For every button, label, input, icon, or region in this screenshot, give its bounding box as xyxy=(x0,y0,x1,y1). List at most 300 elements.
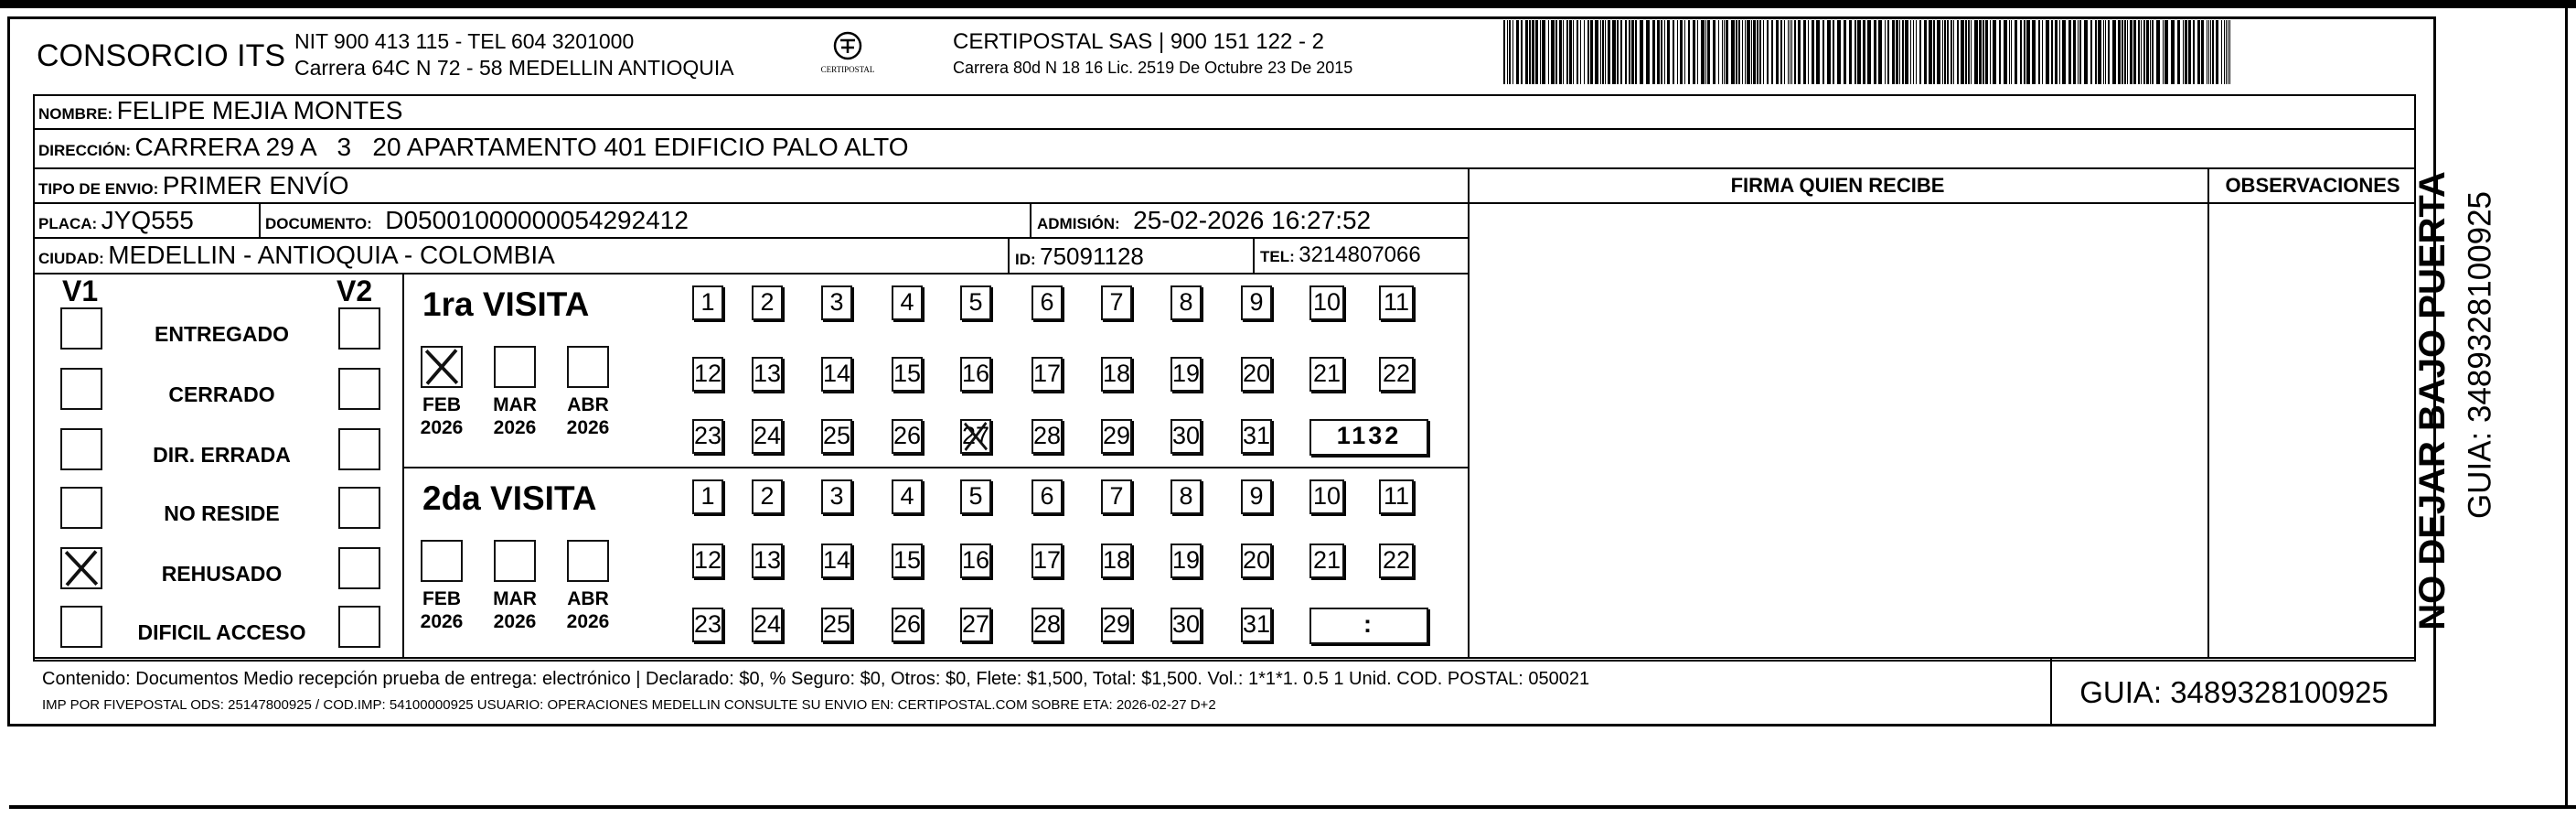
documento-value: D05001000000054292412 xyxy=(385,206,689,234)
barcode-bar xyxy=(2118,20,2121,84)
barcode-bar xyxy=(1507,20,1508,84)
barcode-bar xyxy=(1736,20,1737,84)
day-box[interactable]: 17 xyxy=(1031,544,1063,578)
v2-checkbox[interactable] xyxy=(338,547,380,589)
barcode-bar xyxy=(1929,20,1932,84)
day-box[interactable]: 9 xyxy=(1241,285,1272,320)
barcode-bar xyxy=(1573,20,1574,84)
barcode-bar xyxy=(1657,20,1660,84)
id-cell xyxy=(1015,244,1144,268)
day-box[interactable]: 25 xyxy=(821,608,852,642)
barcode-bar xyxy=(1855,20,1856,84)
month-checkbox[interactable] xyxy=(567,540,609,582)
barcode-bar xyxy=(1705,20,1706,84)
v2-checkbox[interactable] xyxy=(338,307,380,350)
barcode-bar xyxy=(1899,20,1900,84)
barcode-bar xyxy=(2143,20,2145,84)
v1-checkbox[interactable] xyxy=(60,487,102,529)
day-box[interactable]: 3 xyxy=(821,479,852,514)
barcode-bar xyxy=(2026,20,2030,84)
barcode-bar xyxy=(1697,20,1698,84)
rule xyxy=(259,202,261,237)
barcode-bar xyxy=(1837,20,1841,84)
day-box[interactable]: 6 xyxy=(1031,285,1063,320)
barcode-bar xyxy=(2177,20,2180,84)
barcode-bar xyxy=(1555,20,1557,84)
barcode-bar xyxy=(1620,20,1622,84)
day-box[interactable]: 23 xyxy=(692,419,723,454)
barcode-bar xyxy=(1516,20,1519,84)
barcode-bar xyxy=(1673,20,1674,84)
footer-guia: GUIA: 3489328100925 xyxy=(2079,675,2389,709)
barcode-bar xyxy=(1985,20,1988,84)
day-box[interactable]: 7 xyxy=(1101,285,1132,320)
day-box[interactable]: 20 xyxy=(1241,357,1272,392)
day-box[interactable]: 23 xyxy=(692,608,723,642)
barcode-bar xyxy=(1625,20,1627,84)
barcode-bar xyxy=(1525,20,1528,84)
day-box[interactable]: 10 xyxy=(1309,285,1344,320)
barcode-bar xyxy=(1942,20,1943,84)
barcode-bar xyxy=(2015,20,2017,84)
barcode-bar xyxy=(1776,20,1779,84)
barcode-bar xyxy=(1784,20,1785,84)
tipo-envio-row xyxy=(38,173,349,199)
barcode-bar xyxy=(1652,20,1655,84)
footer-imp: IMP POR FIVEPOSTAL ODS: 25147800925 / COD.IMP: 54100000925 USUARIO: OPERACIONES MEDELLIN CONSULTE SU ENVIO EN: CERTIPOSTAL.COM SOBRE ETA: 2026-02-27 D+2 xyxy=(42,697,1216,713)
barcode-bar xyxy=(1844,20,1846,84)
barcode-bar xyxy=(2038,20,2040,84)
direccion-row xyxy=(38,135,909,160)
barcode-bar xyxy=(1512,20,1513,84)
barcode-bar xyxy=(1577,20,1578,84)
barcode-bar xyxy=(2068,20,2071,84)
tel-value: 3214807066 xyxy=(1299,242,1421,267)
barcode-bar xyxy=(2171,20,2175,84)
month-label xyxy=(410,393,474,439)
day-box[interactable]: 19 xyxy=(1170,544,1202,578)
barcode-bar xyxy=(1731,20,1735,84)
day-box[interactable]: 12 xyxy=(692,544,723,578)
no-dejar-bajo-puerta: NO DEJAR BAJO PUERTA xyxy=(2412,171,2453,630)
company-name: CONSORCIO ITS xyxy=(37,38,286,73)
v2-checkbox[interactable] xyxy=(338,487,380,529)
x-mark-icon xyxy=(422,348,461,386)
barcode-bar xyxy=(2103,20,2104,84)
status-label: DIR. ERRADA xyxy=(153,443,291,467)
v2-checkbox[interactable] xyxy=(338,428,380,470)
month-checkbox[interactable] xyxy=(494,540,536,582)
barcode-bar xyxy=(1667,20,1670,84)
day-box[interactable]: 5 xyxy=(960,479,991,514)
barcode-bar xyxy=(1902,20,1904,84)
day-box[interactable]: 16 xyxy=(960,544,991,578)
barcode-bar xyxy=(1798,20,1801,84)
day-box[interactable]: 21 xyxy=(1309,544,1344,578)
day-box[interactable]: 25 xyxy=(821,419,852,454)
rule xyxy=(33,167,2416,169)
barcode-bar xyxy=(2152,20,2154,84)
month-name: ABR xyxy=(567,394,609,415)
barcode-bar xyxy=(2112,20,2116,84)
day-box[interactable]: 31 xyxy=(1241,608,1272,642)
barcode-bar xyxy=(1569,20,1572,84)
barcode-bar xyxy=(1724,20,1725,84)
day-box[interactable]: 8 xyxy=(1170,479,1202,514)
barcode-bar xyxy=(1993,20,1996,84)
month-checkbox[interactable] xyxy=(567,346,609,388)
day-box[interactable]: 15 xyxy=(892,357,923,392)
barcode-bar xyxy=(1612,20,1616,84)
barcode-bar xyxy=(1590,20,1593,84)
barcode-bar xyxy=(1892,20,1895,84)
placa-value: JYQ555 xyxy=(101,206,194,234)
barcode-bar xyxy=(2098,20,2101,84)
barcode-bar xyxy=(1974,20,1978,84)
barcode-bar xyxy=(2062,20,2066,84)
barcode-bar xyxy=(1747,20,1750,84)
status-label: REHUSADO xyxy=(161,562,283,586)
month-year: 2026 xyxy=(420,611,464,633)
day-box[interactable]: 26 xyxy=(892,608,923,642)
page-bottom-edge xyxy=(9,805,2576,809)
day-box[interactable]: 12 xyxy=(692,357,723,392)
footer-contenido: Contenido: Documentos Medio recepción prueba de entrega: electrónico | Declarado: $0, % Seguro: $0, Otros: $0, Flete: $1,500, Total: $1,500. Vol.: 1*1*1. 0.5 1 Unid. COD. POSTAL: 050021 xyxy=(42,669,1590,689)
firma-header: FIRMA QUIEN RECIBE xyxy=(1730,174,1945,197)
nombre-label: NOMBRE: xyxy=(38,105,113,123)
direccion-label: DIRECCIÓN: xyxy=(38,142,132,159)
barcode-bar xyxy=(1646,20,1650,84)
barcode-bar xyxy=(1722,20,1723,84)
barcode-bar xyxy=(1874,20,1876,84)
barcode-bar xyxy=(2221,20,2222,84)
observaciones-header: OBSERVACIONES xyxy=(2225,174,2400,197)
admision-label: ADMISIÓN: xyxy=(1037,215,1120,232)
placa-label: PLACA: xyxy=(38,215,98,232)
day-box[interactable]: 4 xyxy=(892,285,923,320)
day-box[interactable]: 4 xyxy=(892,479,923,514)
barcode-bar xyxy=(1919,20,1921,84)
rule xyxy=(33,128,2416,130)
v2-header: V2 xyxy=(337,274,373,307)
barcode-bar xyxy=(1971,20,1972,84)
barcode-bar xyxy=(1788,20,1789,84)
v2-checkbox[interactable] xyxy=(338,368,380,410)
barcode-bar xyxy=(2079,20,2081,84)
barcode-bar xyxy=(1887,20,1889,84)
barcode-bar xyxy=(1905,20,1908,84)
status-label: DIFICIL ACCESO xyxy=(137,620,306,644)
barcode-bar xyxy=(1822,20,1824,84)
direccion-value: CARRERA 29 A 3 20 APARTAMENTO 401 EDIFICIO PALO ALTO xyxy=(134,133,909,161)
rule xyxy=(2207,167,2209,658)
v1-checkbox[interactable] xyxy=(60,368,102,410)
barcode-bar xyxy=(1794,20,1796,84)
time-box[interactable]: : xyxy=(1309,608,1428,644)
barcode-bar xyxy=(1600,20,1601,84)
barcode-bar xyxy=(1757,20,1758,84)
barcode-bar xyxy=(1937,20,1940,84)
barcode-bar xyxy=(1812,20,1814,84)
barcode-bar xyxy=(1953,20,1954,84)
rule xyxy=(1468,167,1470,658)
carrier-name: CERTIPOSTAL SAS | 900 151 122 - 2 xyxy=(953,29,1324,54)
barcode-bar xyxy=(2055,20,2058,84)
barcode-bar xyxy=(1961,20,1964,84)
barcode-bar xyxy=(2024,20,2026,84)
barcode-bar xyxy=(1957,20,1959,84)
barcode-bar xyxy=(1540,20,1541,84)
ciudad-label: CIUDAD: xyxy=(38,250,104,267)
barcode-bar xyxy=(1684,20,1685,84)
barcode-bar xyxy=(1584,20,1585,84)
day-box[interactable]: 1 xyxy=(692,285,723,320)
barcode-bar xyxy=(1629,20,1630,84)
barcode-bar xyxy=(1896,20,1898,84)
certipostal-logo xyxy=(816,27,880,82)
barcode-bar xyxy=(2228,20,2229,84)
barcode-bar xyxy=(2201,20,2204,84)
day-box[interactable]: 28 xyxy=(1031,608,1063,642)
barcode-bar xyxy=(2150,20,2151,84)
barcode-bar xyxy=(1867,20,1871,84)
barcode-bar xyxy=(1677,20,1678,84)
barcode-bar xyxy=(2183,20,2184,84)
barcode-bar xyxy=(2138,20,2140,84)
barcode-bar xyxy=(1803,20,1806,84)
logo-text: CERTIPOSTAL xyxy=(820,65,875,74)
barcode-bar xyxy=(1791,20,1792,84)
barcode-bar xyxy=(1563,20,1564,84)
day-box[interactable]: 19 xyxy=(1170,357,1202,392)
barcode-bar xyxy=(1631,20,1634,84)
status-label: NO RESIDE xyxy=(164,501,280,525)
barcode-bar xyxy=(1707,20,1710,84)
day-box[interactable]: 26 xyxy=(892,419,923,454)
day-box[interactable]: 24 xyxy=(752,608,783,642)
month-name: FEB xyxy=(422,588,461,609)
barcode xyxy=(1503,20,2235,84)
month-label xyxy=(556,587,620,633)
day-box[interactable]: 8 xyxy=(1170,285,1202,320)
placa-cell xyxy=(38,208,194,233)
documento-label: DOCUMENTO: xyxy=(265,215,372,232)
month-year: 2026 xyxy=(493,417,537,439)
barcode-bar xyxy=(1640,20,1643,84)
barcode-bar xyxy=(1759,20,1761,84)
barcode-bar xyxy=(1713,20,1716,84)
barcode-bar xyxy=(1661,20,1662,84)
barcode-bar xyxy=(1763,20,1764,84)
nombre-value: FELIPE MEJIA MONTES xyxy=(116,96,403,124)
day-box[interactable]: 13 xyxy=(752,544,783,578)
rule xyxy=(1008,237,1010,273)
barcode-bar xyxy=(2051,20,2053,84)
v1-checkbox[interactable] xyxy=(60,307,102,350)
barcode-bar xyxy=(1780,20,1782,84)
barcode-bar xyxy=(1566,20,1568,84)
day-box[interactable]: 27 xyxy=(960,608,991,642)
day-box[interactable]: 6 xyxy=(1031,479,1063,514)
status-label: CERRADO xyxy=(168,382,275,406)
visit-title: 2da VISITA xyxy=(422,479,597,517)
day-box[interactable]: 30 xyxy=(1170,419,1202,454)
month-checkbox[interactable] xyxy=(494,346,536,388)
id-value: 75091128 xyxy=(1040,242,1144,270)
barcode-bar xyxy=(1529,20,1531,84)
page-right-edge xyxy=(2565,0,2568,805)
visit-title: 1ra VISITA xyxy=(422,285,590,323)
barcode-bar xyxy=(2141,20,2142,84)
v1-header: V1 xyxy=(62,274,99,307)
month-label xyxy=(483,393,547,439)
day-box[interactable]: 18 xyxy=(1101,357,1132,392)
barcode-bar xyxy=(1771,20,1773,84)
day-box[interactable]: 21 xyxy=(1309,357,1344,392)
day-box[interactable]: 16 xyxy=(960,357,991,392)
v1-checkbox[interactable] xyxy=(60,606,102,648)
barcode-bar xyxy=(2146,20,2149,84)
day-box[interactable]: 30 xyxy=(1170,608,1202,642)
day-box[interactable]: 2 xyxy=(752,479,783,514)
barcode-bar xyxy=(1933,20,1935,84)
barcode-bar xyxy=(1542,20,1545,84)
barcode-bar xyxy=(1947,20,1949,84)
barcode-bar xyxy=(1509,20,1511,84)
tipo-envio-value: PRIMER ENVÍO xyxy=(162,171,349,199)
x-mark-icon xyxy=(962,421,989,452)
day-box[interactable]: 15 xyxy=(892,544,923,578)
day-box[interactable]: 22 xyxy=(1379,544,1414,578)
x-mark-icon xyxy=(62,549,101,587)
company-address: Carrera 64C N 72 - 58 MEDELLIN ANTIOQUIA xyxy=(294,56,734,80)
v1-checkbox[interactable] xyxy=(60,547,102,589)
barcode-bar xyxy=(2216,20,2218,84)
barcode-bar xyxy=(1548,20,1549,84)
barcode-bar xyxy=(1551,20,1555,84)
barcode-bar xyxy=(1718,20,1719,84)
day-box[interactable]: 14 xyxy=(821,544,852,578)
day-box[interactable]: 11 xyxy=(1379,479,1414,514)
day-box[interactable]: 27 xyxy=(960,419,991,454)
barcode-bar xyxy=(1827,20,1831,84)
day-box[interactable]: 29 xyxy=(1101,419,1132,454)
barcode-bar xyxy=(1587,20,1589,84)
month-year: 2026 xyxy=(493,611,537,633)
barcode-bar xyxy=(2208,20,2209,84)
barcode-bar xyxy=(2226,20,2227,84)
month-year: 2026 xyxy=(420,417,464,439)
month-label xyxy=(410,587,474,633)
day-box[interactable]: 5 xyxy=(960,285,991,320)
day-box[interactable]: 14 xyxy=(821,357,852,392)
barcode-bar xyxy=(1521,20,1523,84)
barcode-bar xyxy=(1532,20,1534,84)
barcode-bar xyxy=(2009,20,2010,84)
side-guia: GUIA: 3489328100925 xyxy=(2462,190,2498,520)
id-label: ID: xyxy=(1015,251,1036,268)
day-box[interactable]: 10 xyxy=(1309,479,1344,514)
day-box[interactable]: 2 xyxy=(752,285,783,320)
barcode-bar xyxy=(2229,20,2230,84)
rule xyxy=(1030,202,1031,237)
day-box[interactable]: 29 xyxy=(1101,608,1132,642)
day-box[interactable]: 11 xyxy=(1379,285,1414,320)
month-name: FEB xyxy=(422,394,461,415)
v1-checkbox[interactable] xyxy=(60,428,102,470)
day-box[interactable]: 1 xyxy=(692,479,723,514)
v2-checkbox[interactable] xyxy=(338,606,380,648)
barcode-bar xyxy=(1559,20,1562,84)
barcode-bar xyxy=(1910,20,1911,84)
day-box[interactable]: 22 xyxy=(1379,357,1414,392)
ciudad-value: MEDELLIN - ANTIOQUIA - COLOMBIA xyxy=(108,241,555,269)
day-box[interactable]: 28 xyxy=(1031,419,1063,454)
month-year: 2026 xyxy=(566,417,610,439)
barcode-bar xyxy=(1693,20,1695,84)
rule xyxy=(402,467,1469,468)
month-name: ABR xyxy=(567,588,609,609)
barcode-bar xyxy=(2197,20,2200,84)
barcode-bar xyxy=(1635,20,1637,84)
barcode-bar xyxy=(1767,20,1769,84)
barcode-bar xyxy=(2164,20,2168,84)
barcode-bar xyxy=(2108,20,2110,84)
barcode-bar xyxy=(1605,20,1606,84)
barcode-bar xyxy=(2163,20,2164,84)
day-box[interactable]: 3 xyxy=(821,285,852,320)
ciudad-cell xyxy=(38,242,555,268)
day-box[interactable]: 7 xyxy=(1101,479,1132,514)
month-checkbox[interactable] xyxy=(421,540,463,582)
day-box[interactable]: 17 xyxy=(1031,357,1063,392)
barcode-bar xyxy=(1688,20,1690,84)
barcode-bar xyxy=(2133,20,2136,84)
day-box[interactable]: 31 xyxy=(1241,419,1272,454)
barcode-bar xyxy=(1878,20,1882,84)
tel-cell xyxy=(1260,244,1421,266)
month-checkbox[interactable] xyxy=(421,346,463,388)
barcode-bar xyxy=(2212,20,2214,84)
barcode-bar xyxy=(2095,20,2097,84)
time-box[interactable]: 1132 xyxy=(1309,419,1428,456)
day-box[interactable]: 18 xyxy=(1101,544,1132,578)
barcode-bar xyxy=(2046,20,2049,84)
day-box[interactable]: 20 xyxy=(1241,544,1272,578)
month-name: MAR xyxy=(493,588,537,609)
barcode-bar xyxy=(1602,20,1604,84)
day-box[interactable]: 9 xyxy=(1241,479,1272,514)
barcode-bar xyxy=(1816,20,1820,84)
barcode-bar xyxy=(1745,20,1746,84)
barcode-bar xyxy=(2084,20,2088,84)
barcode-bar xyxy=(1701,20,1705,84)
barcode-bar xyxy=(1857,20,1861,84)
barcode-bar xyxy=(1664,20,1665,84)
day-box[interactable]: 24 xyxy=(752,419,783,454)
barcode-bar xyxy=(2090,20,2092,84)
barcode-bar xyxy=(2059,20,2060,84)
barcode-bar xyxy=(1808,20,1809,84)
barcode-bar xyxy=(2210,20,2211,84)
barcode-bar xyxy=(1944,20,1946,84)
barcode-bar xyxy=(1580,20,1581,84)
month-label xyxy=(556,393,620,439)
month-name: MAR xyxy=(493,394,537,415)
barcode-bar xyxy=(2188,20,2191,84)
barcode-bar xyxy=(2124,20,2126,84)
day-box[interactable]: 13 xyxy=(752,357,783,392)
